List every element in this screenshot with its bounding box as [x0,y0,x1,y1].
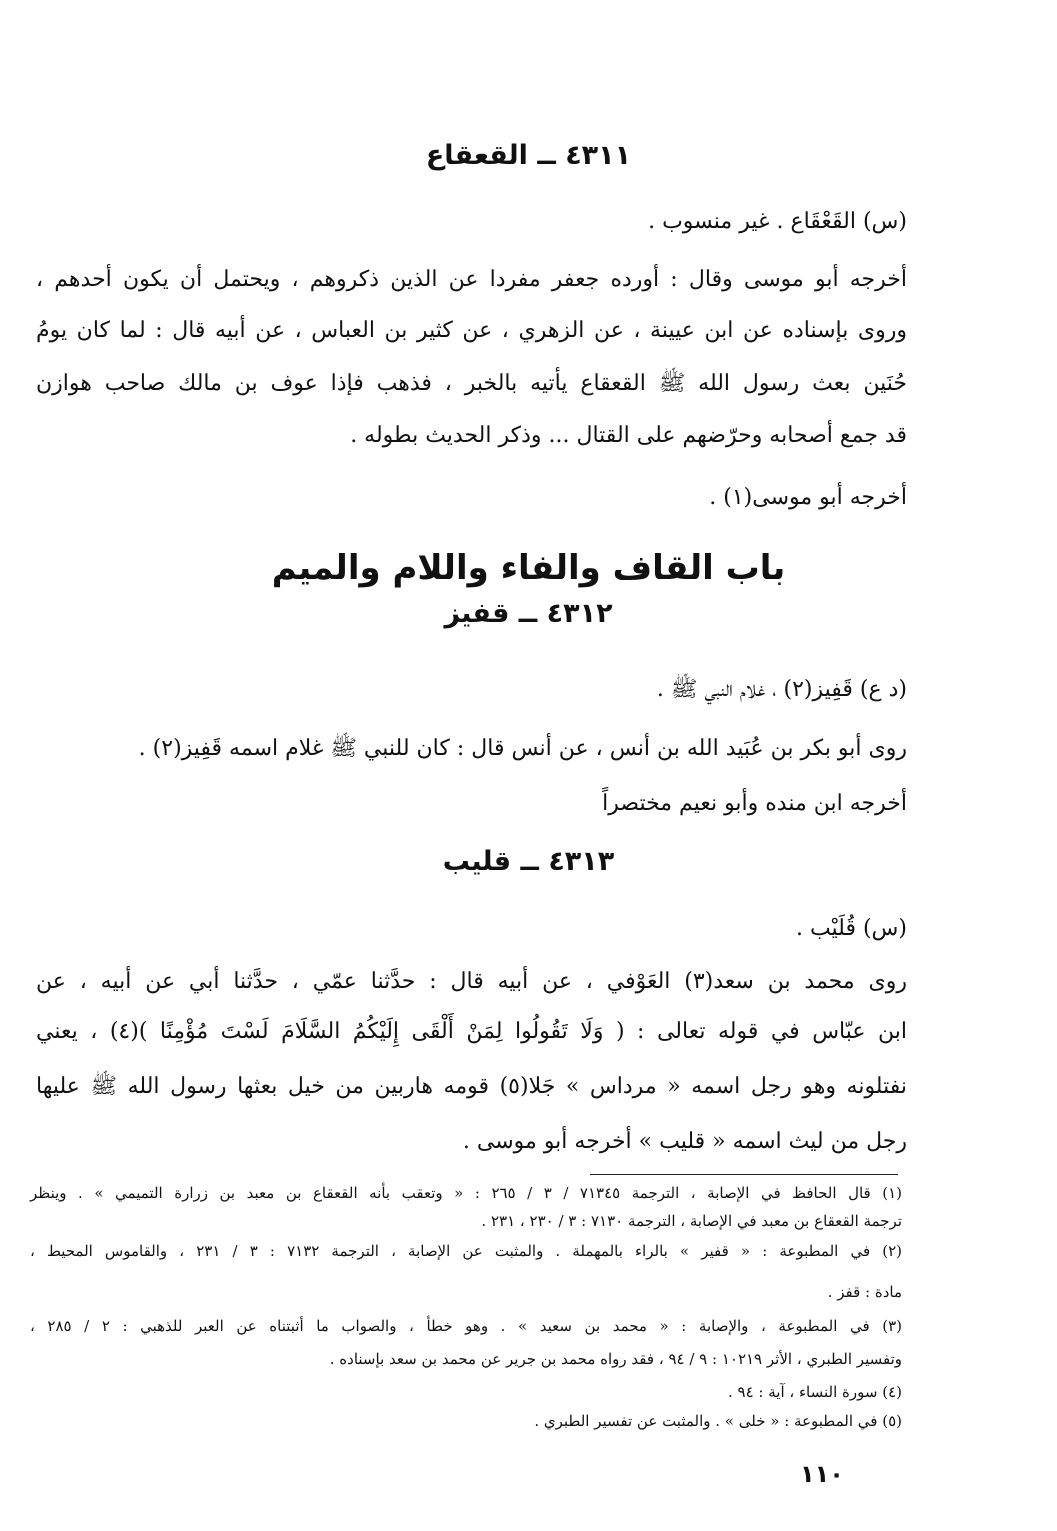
entry-4311-line-3: وروى بإسناده عن ابن عيينة ، عن الزهري ، عن كثير بن العباس ، عن أبيه قال : لما كان يومُ [36,318,907,343]
entry-4312-line-2: روى أبو بكر بن عُبَيد الله بن أنس ، عن أنس قال : كان للنبي ﷺ غلام اسمه قَفِيز(٢) . [138,736,907,761]
entry-4313-line-5: رجل من ليث اسمه « قليب » أخرجه أبو موسى . [462,1129,907,1154]
footnote-1-line-2: ترجمة القعقاع بن معبد في الإصابة ، الترجمة ٧١٣٠ : ٣ / ٢٣٠ ، ٢٣١ . [481,1212,902,1230]
entry-4311-line-5: قد جمع أصحابه وحرّضهم على القتال ... وذكر الحديث بطوله . [350,423,907,448]
entry-4313-line-3: ابن عبّاس في قوله تعالى : ( وَلَا تَقُولُوا لِمَنْ أَلْقَى إِلَيْكُمُ السَّلَامَ لَسْتَ مُؤْمِنًا )(٤) ، يعني [36,1019,907,1044]
section-heading: باب القاف والفاء واللام والميم [271,548,786,588]
entry-4313-line-2: روى محمد بن سعد(٣) العَوْفي ، عن أبيه قال : حدَّثنا عمّي ، حدَّثنا أبي عن أبيه ، عن [36,969,907,994]
footnote-5: (٥) في المطبوعة : « خلى » . والمثبت عن تفسير الطبري . [534,1412,902,1430]
footnote-divider [590,1174,898,1175]
page-number: ١١٠ [800,1460,844,1488]
entry-4313-line-1: (س) قُلَيْب . [795,916,907,941]
entry-heading-4313: ٤٣١٣ ــ قليب [442,846,615,877]
footnote-2-line-1: (٢) في المطبوعة : « قفير » بالراء بالمهملة . والمثبت عن الإصابة ، الترجمة ٧١٣٢ : ٣ / ٢٣١ ، والقاموس المحيط ، [30,1242,903,1260]
footnote-3-line-2: وتفسير الطبري ، الأثر ١٠٢١٩ : ٩ / ٩٤ ، فقد رواه محمد بن جرير عن محمد بن سعد بإسناده . [329,1350,902,1368]
entry-4311-line-1: (س) القَعْقَاع . غير منسوب . [648,209,907,234]
entry-4312-line-1: (د ع) قَفِيز(٢) ، غلام النبي ﷺ . [656,677,907,702]
footnote-1-line-1: (١) قال الحافظ في الإصابة ، الترجمة ٧١٣٤٥ / ٣ / ٢٦٥ : « وتعقب بأنه القعقاع بن معبد بن زرارة التميمي » . وينظر [30,1184,903,1202]
entry-4311-line-4: حُنَين بعث رسول الله ﷺ القعقاع يأتيه بالخبر ، فذهب فإذا عوف بن مالك صاحب هوازن [36,371,907,396]
entry-4313-line-4: نفتلونه وهو رجل اسمه « مرداس » جَلا(٥) قومه هاربين من خيل بعثها رسول الله ﷺ عليها [36,1074,907,1099]
entry-heading-4312: ٤٣١٢ ــ قفيز [444,598,613,629]
entry-heading-4311: ٤٣١١ ــ القعقاع [425,140,632,171]
footnote-4: (٤) سورة النساء ، آية : ٩٤ . [727,1383,902,1401]
entry-4311-line-2: أخرجه أبو موسى وقال : أورده جعفر مفردا عن الذين ذكروهم ، ويحتمل أن يكون أحدهم ، [36,267,907,292]
footnote-3-line-1: (٣) في المطبوعة ، والإصابة : « محمد بن سعيد » . وهو خطأ ، والصواب ما أثبتناه عن العبر للذهبي : ٢ / ٢٨٥ ، [30,1317,902,1335]
entry-4311-line-6: أخرجه أبو موسى(١) . [709,485,907,510]
footnote-2-line-2: مادة : قفز . [827,1283,902,1301]
entry-4312-line-3: أخرجه ابن منده وأبو نعيم مختصراً [602,791,907,816]
